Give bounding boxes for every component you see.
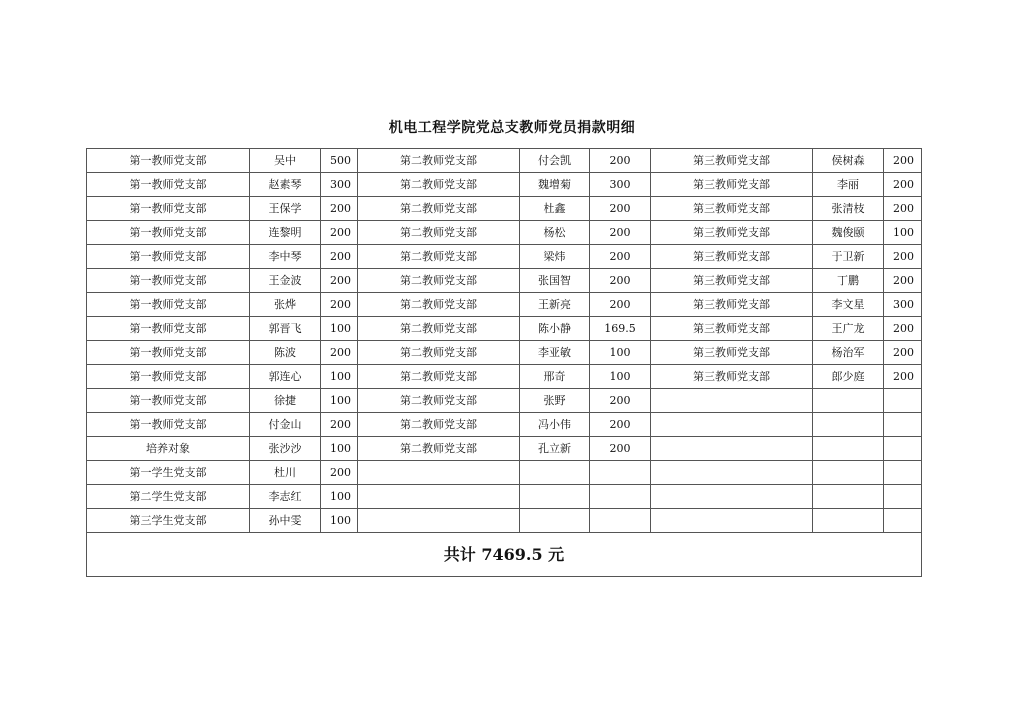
branch-cell: 第三教师党支部 [651, 173, 813, 197]
branch-cell: 第二教师党支部 [358, 437, 520, 461]
amount-cell: 200 [590, 149, 651, 173]
amount-cell: 200 [321, 293, 358, 317]
name-cell [813, 509, 884, 533]
branch-cell [651, 461, 813, 485]
branch-cell: 第一教师党支部 [87, 221, 250, 245]
name-cell [813, 413, 884, 437]
branch-cell: 第二教师党支部 [358, 365, 520, 389]
branch-cell: 第一教师党支部 [87, 341, 250, 365]
amount-cell: 200 [321, 461, 358, 485]
branch-cell: 第二教师党支部 [358, 389, 520, 413]
branch-cell: 第一教师党支部 [87, 245, 250, 269]
amount-cell: 100 [590, 365, 651, 389]
name-cell: 郭晋飞 [250, 317, 321, 341]
donation-table [86, 148, 922, 577]
table-row [87, 341, 922, 365]
name-cell: 王保学 [250, 197, 321, 221]
amount-cell: 200 [321, 197, 358, 221]
branch-cell: 第二教师党支部 [358, 245, 520, 269]
amount-cell: 200 [590, 437, 651, 461]
name-cell: 陈波 [250, 341, 321, 365]
amount-cell: 200 [884, 245, 922, 269]
name-cell: 郎少庭 [813, 365, 884, 389]
name-cell: 连黎明 [250, 221, 321, 245]
branch-cell: 第三教师党支部 [651, 245, 813, 269]
name-cell: 冯小伟 [520, 413, 590, 437]
table-row [87, 149, 922, 173]
branch-cell: 第一教师党支部 [87, 173, 250, 197]
amount-cell: 200 [884, 197, 922, 221]
amount-cell [884, 461, 922, 485]
amount-cell: 100 [321, 389, 358, 413]
branch-cell: 第二教师党支部 [358, 173, 520, 197]
name-cell: 孔立新 [520, 437, 590, 461]
branch-cell: 第三教师党支部 [651, 269, 813, 293]
name-cell: 邢奇 [520, 365, 590, 389]
amount-cell [884, 389, 922, 413]
table-row [87, 437, 922, 461]
table-row [87, 245, 922, 269]
name-cell: 李中琴 [250, 245, 321, 269]
name-cell [520, 461, 590, 485]
branch-cell: 第三教师党支部 [651, 293, 813, 317]
amount-cell: 200 [884, 173, 922, 197]
amount-cell: 200 [590, 269, 651, 293]
branch-cell [651, 413, 813, 437]
branch-cell [651, 389, 813, 413]
amount-cell: 200 [590, 221, 651, 245]
branch-cell: 第一教师党支部 [87, 149, 250, 173]
branch-cell: 第二教师党支部 [358, 197, 520, 221]
name-cell: 张沙沙 [250, 437, 321, 461]
amount-cell: 200 [590, 293, 651, 317]
branch-cell [651, 437, 813, 461]
amount-cell: 500 [321, 149, 358, 173]
name-cell: 李文星 [813, 293, 884, 317]
branch-cell: 第三教师党支部 [651, 365, 813, 389]
branch-cell [358, 485, 520, 509]
name-cell: 郭连心 [250, 365, 321, 389]
amount-cell [884, 437, 922, 461]
name-cell: 张清枝 [813, 197, 884, 221]
name-cell: 杜川 [250, 461, 321, 485]
name-cell: 赵素琴 [250, 173, 321, 197]
amount-cell: 100 [321, 485, 358, 509]
name-cell: 张国智 [520, 269, 590, 293]
amount-cell: 200 [321, 341, 358, 365]
branch-cell: 第三教师党支部 [651, 197, 813, 221]
name-cell: 王金波 [250, 269, 321, 293]
amount-cell: 200 [884, 269, 922, 293]
branch-cell: 培养对象 [87, 437, 250, 461]
amount-cell: 200 [884, 149, 922, 173]
name-cell [813, 461, 884, 485]
table-row [87, 389, 922, 413]
name-cell [520, 509, 590, 533]
branch-cell: 第二教师党支部 [358, 413, 520, 437]
branch-cell: 第二教师党支部 [358, 269, 520, 293]
branch-cell: 第一教师党支部 [87, 365, 250, 389]
name-cell: 李亚敏 [520, 341, 590, 365]
branch-cell: 第一教师党支部 [87, 389, 250, 413]
amount-cell: 100 [590, 341, 651, 365]
amount-cell: 200 [884, 341, 922, 365]
name-cell [813, 485, 884, 509]
name-cell: 杨治军 [813, 341, 884, 365]
branch-cell: 第一教师党支部 [87, 197, 250, 221]
table-row [87, 365, 922, 389]
amount-cell [884, 413, 922, 437]
name-cell: 徐捷 [250, 389, 321, 413]
amount-cell: 200 [884, 365, 922, 389]
amount-cell: 200 [590, 245, 651, 269]
name-cell [813, 389, 884, 413]
branch-cell [651, 485, 813, 509]
branch-cell: 第一学生党支部 [87, 461, 250, 485]
name-cell: 杨松 [520, 221, 590, 245]
branch-cell: 第一教师党支部 [87, 317, 250, 341]
amount-cell [590, 509, 651, 533]
amount-cell [884, 485, 922, 509]
amount-cell: 100 [321, 365, 358, 389]
name-cell: 李丽 [813, 173, 884, 197]
amount-cell: 200 [321, 221, 358, 245]
name-cell: 魏俊颐 [813, 221, 884, 245]
branch-cell [358, 509, 520, 533]
branch-cell: 第三教师党支部 [651, 221, 813, 245]
amount-cell [590, 461, 651, 485]
branch-cell: 第二教师党支部 [358, 293, 520, 317]
amount-cell: 200 [321, 269, 358, 293]
table-row [87, 173, 922, 197]
branch-cell: 第一教师党支部 [87, 269, 250, 293]
table-row [87, 197, 922, 221]
branch-cell: 第三教师党支部 [651, 317, 813, 341]
name-cell: 于卫新 [813, 245, 884, 269]
amount-cell: 200 [321, 413, 358, 437]
name-cell: 丁鹏 [813, 269, 884, 293]
name-cell: 张烨 [250, 293, 321, 317]
amount-cell: 100 [884, 221, 922, 245]
table-row [87, 269, 922, 293]
amount-cell [884, 509, 922, 533]
branch-cell [358, 461, 520, 485]
total-amount: 共计 7469.5 元 [87, 533, 922, 577]
name-cell: 魏增菊 [520, 173, 590, 197]
name-cell: 吴中 [250, 149, 321, 173]
name-cell: 张野 [520, 389, 590, 413]
amount-cell: 100 [321, 509, 358, 533]
branch-cell [651, 509, 813, 533]
amount-cell: 200 [321, 245, 358, 269]
name-cell: 孙中雯 [250, 509, 321, 533]
name-cell [813, 437, 884, 461]
total-row [87, 533, 922, 577]
table-row [87, 413, 922, 437]
document-title: 机电工程学院党总支教师党员捐款明细 [388, 120, 636, 136]
branch-cell: 第二教师党支部 [358, 341, 520, 365]
table-row [87, 509, 922, 533]
amount-cell: 300 [884, 293, 922, 317]
table-row [87, 461, 922, 485]
table-row [87, 221, 922, 245]
name-cell [520, 485, 590, 509]
branch-cell: 第一教师党支部 [87, 293, 250, 317]
name-cell: 陈小静 [520, 317, 590, 341]
branch-cell: 第二教师党支部 [358, 149, 520, 173]
branch-cell: 第三教师党支部 [651, 149, 813, 173]
amount-cell: 200 [590, 413, 651, 437]
amount-cell: 169.5 [590, 317, 651, 341]
name-cell: 付金山 [250, 413, 321, 437]
name-cell: 王新亮 [520, 293, 590, 317]
branch-cell: 第二教师党支部 [358, 317, 520, 341]
amount-cell: 100 [321, 437, 358, 461]
name-cell: 付会凯 [520, 149, 590, 173]
amount-cell: 200 [590, 389, 651, 413]
amount-cell: 300 [321, 173, 358, 197]
amount-cell: 300 [590, 173, 651, 197]
table-row [87, 485, 922, 509]
amount-cell [590, 485, 651, 509]
table-row [87, 317, 922, 341]
name-cell: 王广龙 [813, 317, 884, 341]
branch-cell: 第三学生党支部 [87, 509, 250, 533]
amount-cell: 200 [884, 317, 922, 341]
name-cell: 杜鑫 [520, 197, 590, 221]
amount-cell: 100 [321, 317, 358, 341]
name-cell: 李志红 [250, 485, 321, 509]
branch-cell: 第三教师党支部 [651, 341, 813, 365]
branch-cell: 第一教师党支部 [87, 413, 250, 437]
amount-cell: 200 [590, 197, 651, 221]
branch-cell: 第二教师党支部 [358, 221, 520, 245]
name-cell: 侯树森 [813, 149, 884, 173]
name-cell: 梁炜 [520, 245, 590, 269]
branch-cell: 第二学生党支部 [87, 485, 250, 509]
table-row [87, 293, 922, 317]
